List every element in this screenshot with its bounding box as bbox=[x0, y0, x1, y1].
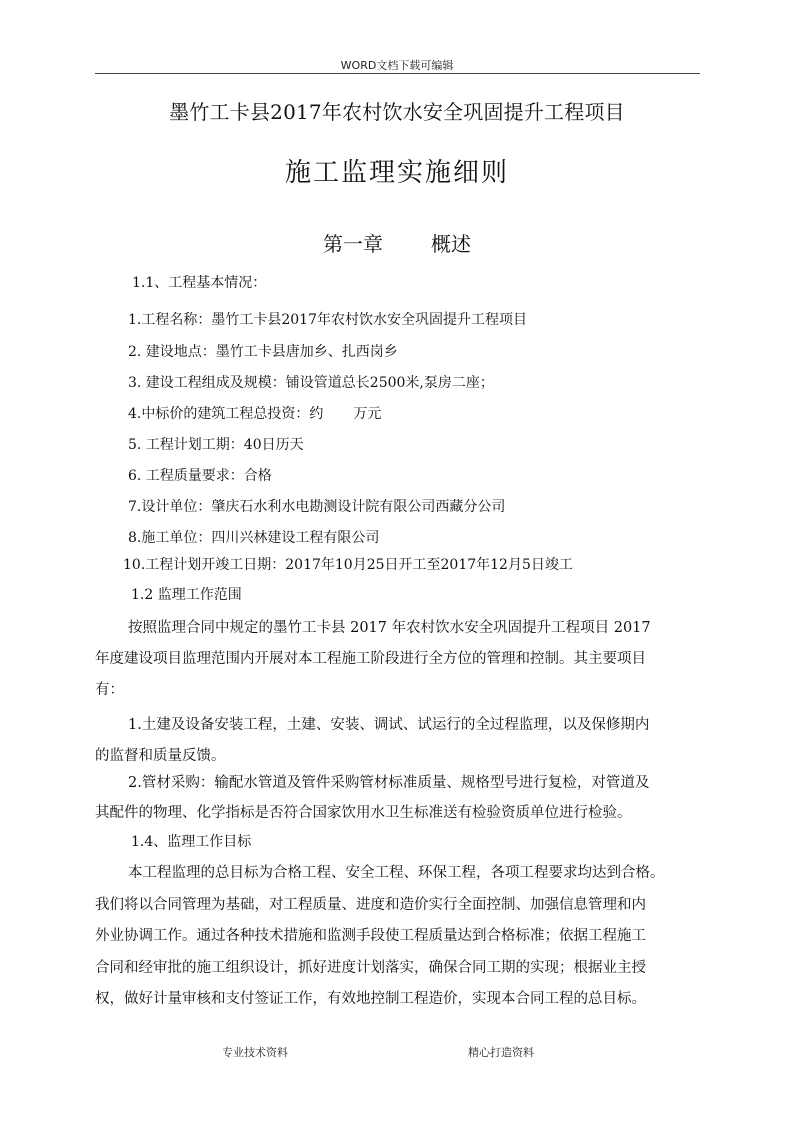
paragraph-line: 按照监理合同中规定的墨竹工卡县 2017 年农村饮水安全巩固提升工程项目 2017 bbox=[128, 620, 651, 636]
paragraph-line: 权，做好计量审核和支付签证工作，有效地控制工程造价，实现本合同工程的总目标。 bbox=[95, 991, 646, 1007]
section-1-2-heading: 1.2 监理工作范围 bbox=[131, 587, 242, 603]
item-4-text: 4.中标价的建筑工程总投资：约 bbox=[128, 406, 324, 422]
document-title: 施工监理实施细则 bbox=[284, 158, 509, 188]
paragraph-line: 外业协调工作。通过各种技术措施和监测手段使工程质量达到合格标准；依据工程施工 bbox=[95, 928, 646, 944]
section-1-4-heading: 1.4、监理工作目标 bbox=[131, 834, 252, 850]
footer-left: 专业技术资料 bbox=[222, 1046, 288, 1059]
chapter-heading bbox=[0, 228, 794, 257]
section-1-1-heading: 1.1、工程基本情况： bbox=[132, 275, 267, 291]
paragraph-line: 其配件的物理、化学指标是否符合国家饮用水卫生标准送有检验资质单位进行检验。 bbox=[95, 805, 632, 821]
paragraph-line: 本工程监理的总目标为合格工程、安全工程、环保工程，各项工程要求均达到合格。 bbox=[128, 865, 665, 881]
paragraph-line: 合同和经审批的施工组织设计，抓好进度计划落实，确保合同工期的实现；根据业主授 bbox=[95, 960, 646, 976]
paragraph-line: 年度建设项目监理范围内开展对本工程施工阶段进行全方位的管理和控制。其主要项目 bbox=[95, 651, 646, 667]
list-item: 10.工程计划开竣工日期：2017年10月25日开工至2017年12月5日竣工 bbox=[123, 557, 573, 573]
item-4-unit: 万元 bbox=[353, 406, 382, 422]
list-item: 5. 工程计划工期：40日历天 bbox=[128, 437, 304, 453]
paragraph-line: 有： bbox=[95, 682, 124, 698]
list-item bbox=[128, 403, 381, 423]
list-item: 7.设计单位：肇庆石水利水电勘测设计院有限公司西藏分公司 bbox=[128, 499, 506, 515]
list-item: 1.工程名称：墨竹工卡县2017年农村饮水安全巩固提升工程项目 bbox=[128, 312, 527, 328]
paragraph-line: 2.管材采购：输配水管道及管件采购管材标准质量、规格型号进行复检，对管道及 bbox=[128, 775, 650, 791]
list-item: 3. 建设工程组成及规模：铺设管道总长2500米,泵房二座； bbox=[128, 375, 494, 391]
project-title: 墨竹工卡县2017年农村饮水安全巩固提升工程项目 bbox=[169, 100, 625, 124]
list-item: 6. 工程质量要求：合格 bbox=[128, 468, 272, 484]
page-header: WORD文档下载可编辑 bbox=[340, 59, 454, 72]
paragraph-line: 我们将以合同管理为基础，对工程质量、进度和造价实行全面控制、加强信息管理和内 bbox=[95, 897, 646, 913]
paragraph-line: 的监督和质量反馈。 bbox=[95, 748, 226, 764]
footer-right: 精心打造资料 bbox=[468, 1046, 534, 1059]
chapter-name: 概述 bbox=[431, 232, 471, 256]
paragraph-line: 1.土建及设备安装工程，土建、安装、调试、试运行的全过程监理，以及保修期内 bbox=[128, 717, 650, 733]
header-divider bbox=[95, 73, 700, 74]
list-item: 8.施工单位：四川兴林建设工程有限公司 bbox=[128, 530, 380, 546]
chapter-number: 第一章 bbox=[323, 232, 383, 256]
list-item: 2. 建设地点：墨竹工卡县唐加乡、扎西岗乡 bbox=[128, 344, 398, 360]
